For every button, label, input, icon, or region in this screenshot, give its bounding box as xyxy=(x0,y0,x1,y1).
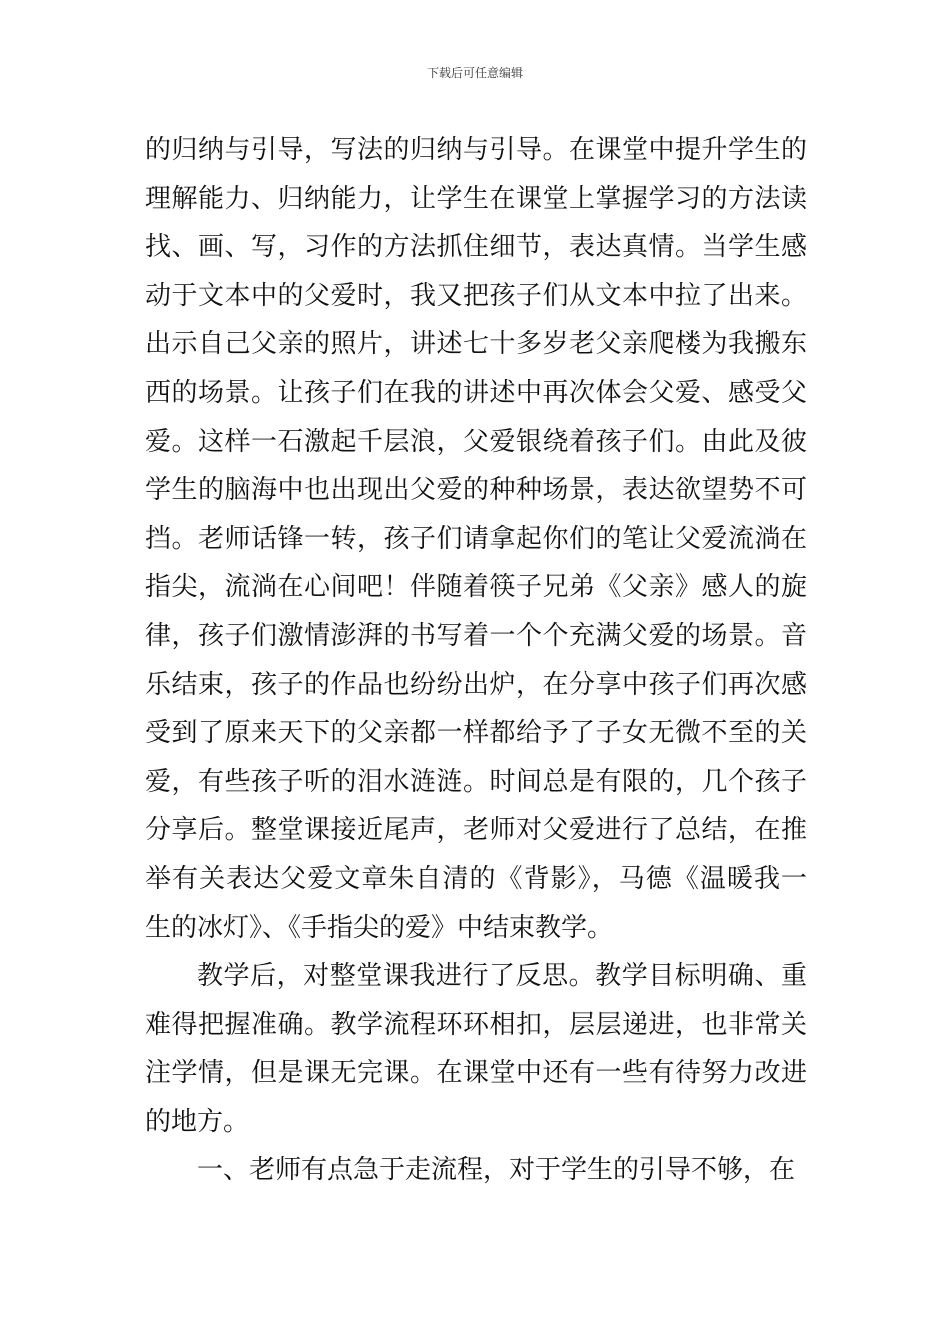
paragraph-continuation: 的归纳与引导，写法的归纳与引导。在课堂中提升学生的理解能力、归纳能力，让学生在课堂上掌握学习的方法读找、画、写，习作的方法抓住细节，表达真情。当学生感动于文本中的父爱时，我又把孩子们从文本中拉了出来。出示自己父亲的照片，讲述七十多岁老父亲爬楼为我搬东西的场景。让孩子们在我的讲述中再次体会父爱、感受父爱。这样一石激起千层浪，父爱银绕着孩子们。由此及彼学生的脑海中也出现出父爱的种种场景，表达欲望势不可挡。老师话锋一转，孩子们请拿起你们的笔让父爱流淌在指尖，流淌在心间吧！伴随着筷子兄弟《父亲》感人的旋律，孩子们激情澎湃的书写着一个个充满父爱的场景。音乐结束，孩子的作品也纷纷出炉，在分享中孩子们再次感受到了原来天下的父亲都一样都给予了子女无微不至的关爱，有些孩子听的泪水涟涟。时间总是有限的，几个孩子分享后。整堂课接近尾声，老师对父爱进行了总结，在推举有关表达父爱文章朱自清的《背影》，马德《温暖我一生的冰灯》、《手指尖的爱》中结束教学。 xyxy=(145,135,807,943)
document-body xyxy=(145,126,807,1195)
page-header: 下载后可任意编辑 xyxy=(426,66,523,80)
paragraph-reflection: 教学后，对整堂课我进行了反思。教学目标明确、重难得把握准确。教学流程环环相扣，层层递进，也非常关注学情，但是课无完课。在课堂中还有一些有待努力改进的地方。 xyxy=(145,961,807,1137)
paragraph-point-one: 一、老师有点急于走流程，对于学生的引导不够，在 xyxy=(197,1155,796,1186)
